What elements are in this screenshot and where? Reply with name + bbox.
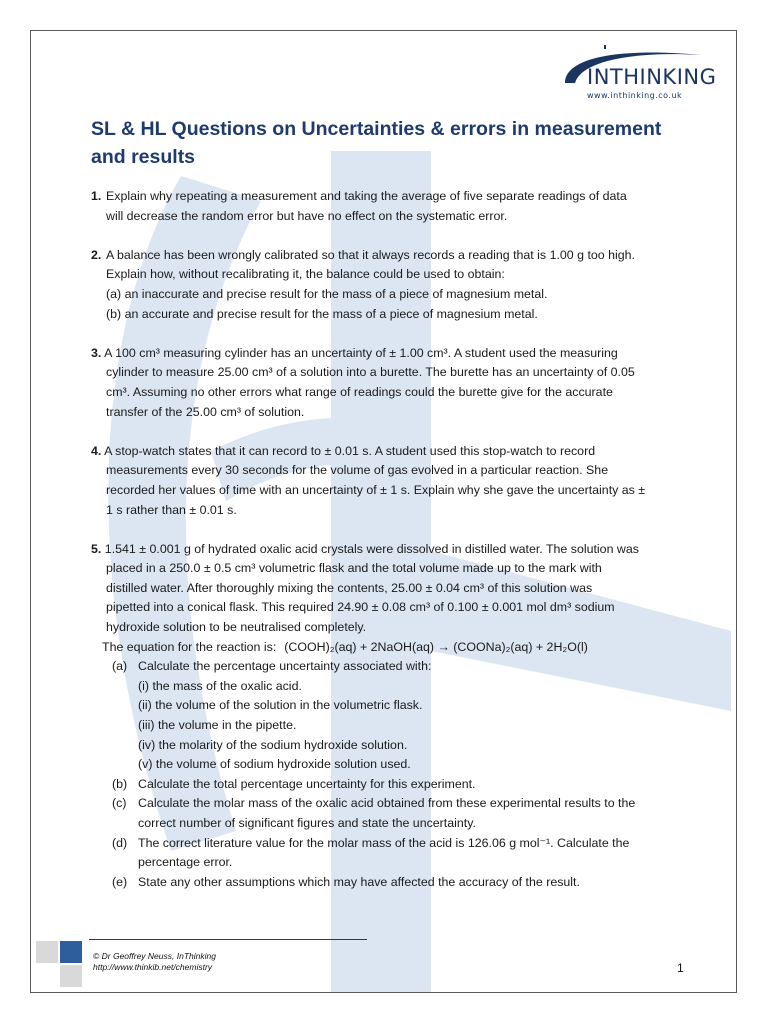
- footer-credit: [93, 951, 216, 973]
- question-text: transfer of the 25.00 cm³ of solution.: [106, 404, 305, 419]
- inthinking-logo: [553, 41, 717, 105]
- question-text: will decrease the random error but have no effect on the systematic error.: [106, 208, 508, 223]
- page-number: 1: [677, 961, 684, 975]
- sub-item: (v) the volume of sodium hydroxide solution used.: [138, 757, 411, 772]
- logo-url: www.inthinking.co.uk: [587, 91, 683, 100]
- question-4: [91, 442, 691, 520]
- question-text: hydroxide solution to be neutralised completely.: [106, 620, 367, 635]
- footer-author: © Dr Geoffrey Neuss, InThinking: [93, 951, 216, 961]
- question-text: recorded her values of time with an uncertainty of ± 1 s. Explain why she gave the uncertainty as ±: [106, 482, 646, 497]
- part-label: (a): [112, 659, 128, 674]
- page-title: SL & HL Questions on Uncertainties & errors in measurement and results: [91, 118, 662, 168]
- question-text: 1.541 ± 0.001 g of hydrated oxalic acid crystals were dissolved in distilled water. The solution was: [104, 541, 639, 556]
- question-text: pipetted into a conical flask. This required 24.90 ± 0.08 cm³ of 0.100 ± 0.001 mol dm³ sodium: [106, 600, 615, 615]
- question-text: A 100 cm³ measuring cylinder has an uncertainty of ± 1.00 cm³. A student used the measuring: [104, 345, 618, 360]
- question-text: Explain how, without recalibrating it, the balance could be used to obtain:: [106, 267, 505, 282]
- question-part-d: [91, 834, 691, 873]
- question-number: 5.: [91, 541, 102, 556]
- footer-divider: [89, 939, 367, 940]
- part-text: Calculate the total percentage uncertainty for this experiment.: [138, 776, 476, 791]
- question-text: A stop-watch states that it can record to ± 0.01 s. A student used this stop-watch to record: [104, 443, 596, 458]
- question-part-e: [91, 873, 691, 893]
- question-number: 4.: [91, 443, 102, 458]
- page-content: [31, 31, 737, 993]
- reaction-equation: [91, 638, 691, 658]
- part-text: Calculate the percentage uncertainty associated with:: [138, 659, 432, 674]
- equation-text: (COOH)₂(aq) + 2NaOH(aq) → (COONa)₂(aq) + 2H₂O(l): [284, 639, 588, 654]
- question-3: [91, 344, 691, 422]
- question-text: (a) an inaccurate and precise result for the mass of a piece of magnesium metal.: [106, 286, 548, 301]
- logo-wordmark: INTHINKING: [587, 65, 717, 89]
- part-text: State any other assumptions which may have affected the accuracy of the result.: [138, 874, 580, 889]
- sub-item: (iii) the volume in the pipette.: [138, 718, 297, 733]
- question-part-b: [91, 775, 691, 795]
- question-text: measurements every 30 seconds for the volume of gas evolved in a particular reaction. She: [106, 463, 609, 478]
- question-part-a: [91, 657, 691, 677]
- sub-item: (i) the mass of the oxalic acid.: [138, 678, 302, 693]
- footer-square-icon: [60, 965, 82, 987]
- question-text: 1 s rather than ± 0.01 s.: [106, 502, 237, 517]
- question-text: (b) an accurate and precise result for the mass of a piece of magnesium metal.: [106, 306, 538, 321]
- question-2: [91, 246, 691, 324]
- footer-url: http://www.thinkib.net/chemistry: [93, 962, 213, 972]
- part-label: (e): [112, 874, 128, 889]
- equation-intro: The equation for the reaction is:: [102, 639, 277, 654]
- part-label: (b): [112, 776, 128, 791]
- part-text: correct number of significant figures and state the uncertainty.: [138, 816, 476, 830]
- part-label: (d): [112, 835, 128, 850]
- question-1: [91, 187, 691, 226]
- question-text: Explain why repeating a measurement and taking the average of five separate readings of data: [106, 189, 627, 203]
- part-text: Calculate the molar mass of the oxalic acid obtained from these experimental results to the: [138, 796, 636, 811]
- sub-item: (iv) the molarity of the sodium hydroxide solution.: [138, 737, 408, 752]
- question-5: [91, 540, 691, 893]
- question-list: [91, 187, 691, 912]
- question-number: 2.: [91, 247, 102, 262]
- question-part-c: [91, 794, 691, 833]
- part-text: The correct literature value for the molar mass of the acid is 126.06 g mol⁻¹. Calculate the: [138, 835, 630, 850]
- sub-item: (ii) the volume of the solution in the volumetric flask.: [138, 698, 423, 713]
- footer-square-icon: [36, 941, 58, 963]
- question-text: A balance has been wrongly calibrated so that it always records a reading that is 1.00 g too high.: [106, 247, 635, 262]
- question-text: placed in a 250.0 ± 0.5 cm³ volumetric flask and the total volume made up to the mark with: [106, 561, 602, 576]
- footer-square-icon: [60, 941, 82, 963]
- question-text: cm³. Assuming no other errors what range of readings could the burette give for the accurate: [106, 384, 613, 399]
- question-text: cylinder to measure 25.00 cm³ of a solution into a burette. The burette has an uncertainty of 0.05: [106, 365, 635, 380]
- question-number: 3.: [91, 345, 102, 360]
- document-page: [30, 30, 737, 993]
- question-number: 1.: [91, 189, 102, 203]
- part-label: (c): [112, 796, 127, 811]
- question-text: distilled water. After thoroughly mixing the contents, 25.00 ± 0.04 cm³ of this solution was: [106, 580, 593, 595]
- part-text: percentage error.: [138, 855, 233, 870]
